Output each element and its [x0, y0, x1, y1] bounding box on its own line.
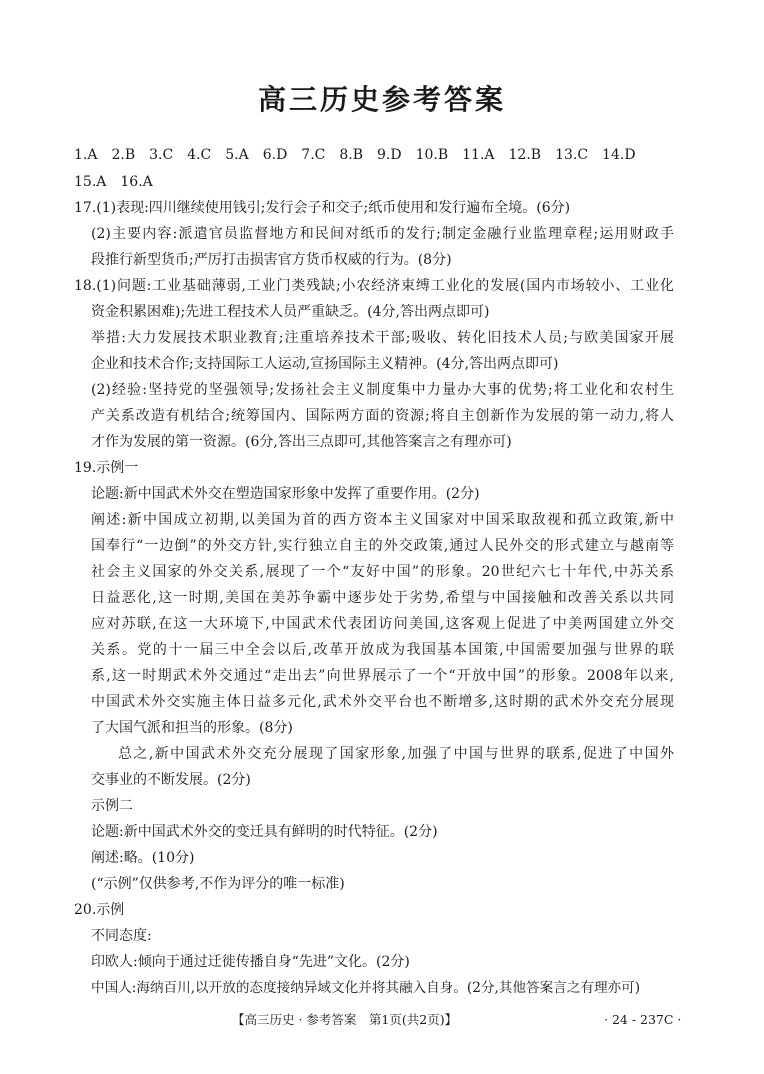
q19-argument-line9: 了大国气派和担当的形象。(8分)	[91, 720, 293, 736]
q17-part2-line1: (2)主要内容:派遣官员监督地方和民间对纸币的发行;制定金融行业监理章程;运用财政手	[91, 226, 674, 242]
q19-conclusion-line2: 交事业的不断发展。(2分)	[91, 772, 251, 788]
footer-page-label: 【高三历史 · 参考答案 第1页(共2页)】	[232, 1012, 458, 1027]
q18-part1-line1: 18.(1)问题:工业基础薄弱,工业门类残缺;小农经济束缚工业化的发展(国内市场较小、工业化	[74, 278, 674, 294]
q18-part2-line3: 才作为发展的第一资源。(6分,答出三点即可,其他答案言之有理亦可)	[91, 434, 512, 450]
q19-argument-2: 阐述:略。(10分)	[91, 850, 195, 866]
q19-thesis-2: 论题:新中国武术外交的变迁具有鲜明的时代特征。(2分)	[91, 824, 438, 840]
q18-part2-line2: 产关系改造有机结合;统筹国内、国际两方面的资源;将自主创新作为发展的第一动力,将人	[91, 408, 674, 424]
q19-argument-line6: 关系。党的十一届三中全会以后,改革开放成为我国基本国策,中国需要加强与世界的联	[91, 642, 674, 658]
q18-part2-line1: (2)经验:坚持党的坚强领导;发扬社会主义制度集中力量办大事的优势;将工业化和农村生	[91, 382, 674, 398]
page-title: 高三历史参考答案	[257, 83, 506, 116]
footer-code: · 24 - 237C ·	[604, 1012, 682, 1027]
q19-argument-line2: 国奉行“一边倒”的外交方针,实行独立自主的外交政策,通过人民外交的形式建立与越南等	[91, 538, 674, 554]
q19-argument-line8: 中国武术外交实施主体日益多元化,武术外交平台也不断增多,这时期的武术外交充分展现	[91, 694, 674, 710]
q19-argument-line3: 社会主义国家的外交关系,展现了一个“友好中国”的形象。20世纪六七十年代,中苏关系	[91, 564, 674, 580]
q19-argument-line7: 系,这一时期武术外交通过“走出去”向世界展示了一个“开放中国”的形象。2008年以来,	[91, 668, 674, 684]
q19-argument-line5: 应对苏联,在这一大环境下,中国武术代表团访问美国,这客观上促进了中美两国建立外交	[91, 616, 674, 632]
q20-indo-europeans: 印欧人:倾向于通过迁徙传播自身“先进”文化。(2分)	[91, 954, 410, 970]
q19-conclusion-line1: 总之,新中国武术外交充分展现了国家形象,加强了中国与世界的联系,促进了中国外	[118, 746, 674, 762]
q20-heading: 20.示例	[74, 902, 125, 918]
q20-chinese: 中国人:海纳百川,以开放的态度接纳异域文化并将其融入自身。(2分,其他答案言之有理亦可)	[91, 980, 641, 996]
q19-argument-line1: 阐述:新中国成立初期,以美国为首的西方资本主义国家对中国采取敌视和孤立政策,新中	[91, 512, 674, 528]
q19-example2-heading: 示例二	[91, 798, 133, 814]
q18-measures-line2: 企业和技术合作;支持国际工人运动,宣扬国际主义精神。(4分,答出两点即可)	[91, 356, 559, 372]
q19-thesis-1: 论题:新中国武术外交在塑造国家形象中发挥了重要作用。(2分)	[91, 486, 480, 502]
mc-answers-row-1: 1.A 2.B 3.C 4.C 5.A 6.D 7.C 8.B 9.D 10.B 11.A 12.B 13.C 14.D	[74, 147, 636, 163]
q17-part1: 17.(1)表现:四川继续使用钱引;发行会子和交子;纸币使用和发行遍布全境。(6分)	[74, 200, 571, 216]
mc-answers-row-2: 15.A 16.A	[74, 174, 153, 190]
q18-measures-line1: 举措:大力发展技术职业教育;注重培养技术干部;吸收、转化旧技术人员;与欧美国家开展	[91, 330, 674, 346]
q19-example1-heading: 19.示例一	[74, 460, 139, 476]
q19-note: (“示例”仅供参考,不作为评分的唯一标准)	[91, 876, 345, 892]
q18-part1-line2: 资金积累困难);先进工程技术人员严重缺乏。(4分,答出两点即可)	[91, 304, 490, 320]
q20-different-attitudes: 不同态度:	[91, 928, 152, 944]
q17-part2-line2: 段推行新型货币;严厉打击损害官方货币权威的行为。(8分)	[91, 252, 452, 268]
q19-argument-line4: 日益恶化,这一时期,美国在美苏争霸中逐步处于劣势,希望与中国接触和改善关系以共同	[91, 590, 674, 606]
